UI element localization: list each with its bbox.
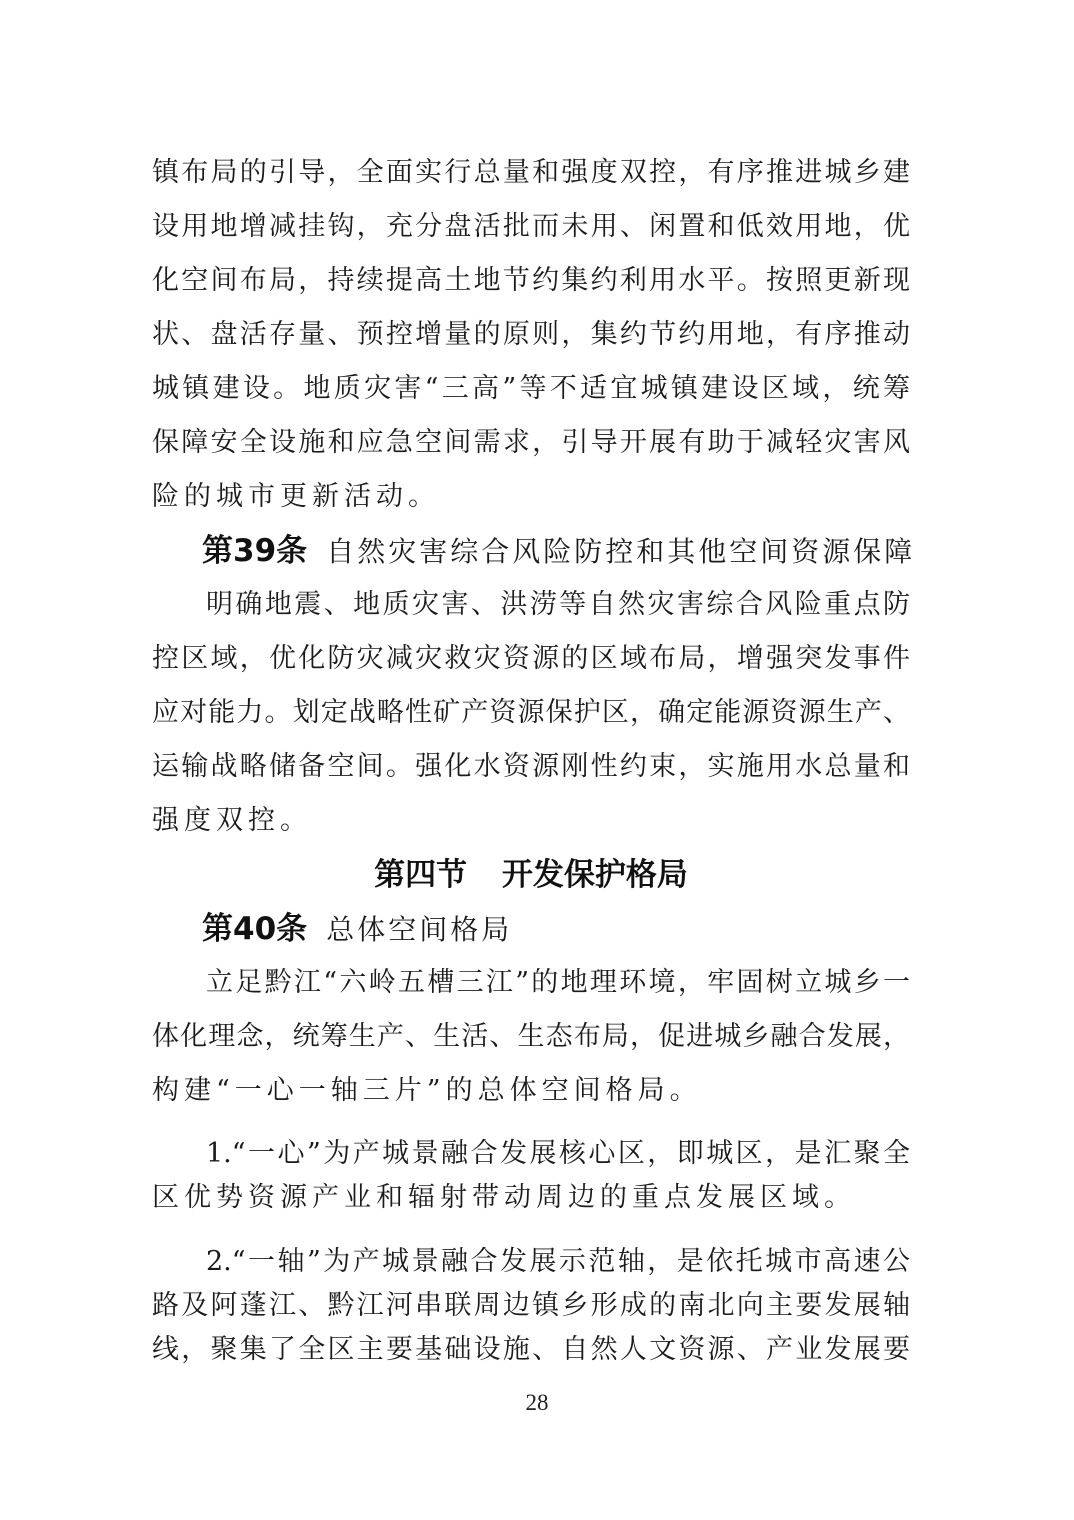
text-line: 镇布局的引导，全面实行总量和强度双控，有序推进城乡建 (152, 157, 910, 188)
paragraph-item-one-axis (152, 1240, 910, 1372)
text-line: 强度双控。 (152, 805, 312, 836)
text-line: 设用地增减挂钩，充分盘活批而未用、闲置和低效用地，优 (152, 211, 910, 242)
section-4-heading (152, 848, 910, 902)
paragraph-disaster-risk (152, 578, 910, 848)
page-number: 28 (525, 1390, 549, 1415)
text-line: 险的城市更新活动。 (152, 481, 440, 512)
article-39-heading (152, 524, 916, 578)
text-line: 明确地震、地质灾害、洪涝等自然灾害综合风险重点防 (206, 589, 910, 620)
text-line: 体化理念，统筹生产、生活、生态布局，促进城乡融合发展， (152, 1021, 910, 1052)
text-line: 线，聚集了全区主要基础设施、自然人文资源、产业发展要 (152, 1334, 910, 1365)
article-39-number: 第39条 (202, 533, 308, 569)
text-line: 保障安全设施和应急空间需求，引导开展有助于减轻灾害风 (152, 427, 910, 458)
text-line: 城镇建设。地质灾害“三高”等不适宜城镇建设区域，统筹 (152, 373, 910, 404)
article-40-number: 第40条 (202, 911, 308, 947)
article-39-title: 自然灾害综合风险防控和其他空间资源保障 (326, 535, 916, 568)
text-line: 1.“一心”为产城景融合发展核心区，即城区，是汇聚全 (206, 1138, 910, 1169)
text-line: 化空间布局，持续提高土地节约集约利用水平。按照更新现 (152, 265, 910, 296)
paragraph-overall-pattern (152, 956, 910, 1118)
text-line: 立足黔江“六岭五槽三江”的地理环境，牢固树立城乡一 (206, 967, 910, 998)
text-line: 运输战略储备空间。强化水资源刚性约束，实施用水总量和 (152, 751, 910, 782)
text-line: 构建“一心一轴三片”的总体空间格局。 (152, 1075, 702, 1106)
text-line: 区优势资源产业和辐射带动周边的重点发展区域。 (152, 1182, 856, 1213)
text-line: 2.“一轴”为产城景融合发展示范轴，是依托城市高速公 (206, 1246, 910, 1277)
article-40-heading (152, 902, 910, 956)
paragraph-land-use (152, 146, 910, 524)
section-4-label: 第四节 (374, 857, 468, 893)
article-40-title: 总体空间格局 (326, 913, 513, 946)
text-line: 状、盘活存量、预控增量的原则，集约节约用地，有序推动 (152, 319, 910, 350)
text-line: 路及阿蓬江、黔江河串联周边镇乡形成的南北向主要发展轴 (152, 1290, 910, 1321)
section-4-title: 开发保护格局 (501, 857, 688, 893)
paragraph-item-one-core (152, 1132, 910, 1220)
page-body (152, 146, 916, 1372)
text-line: 应对能力。划定战略性矿产资源保护区，确定能源资源生产、 (152, 697, 910, 728)
text-line: 控区域，优化防灾减灾救灾资源的区域布局，增强突发事件 (152, 643, 910, 674)
